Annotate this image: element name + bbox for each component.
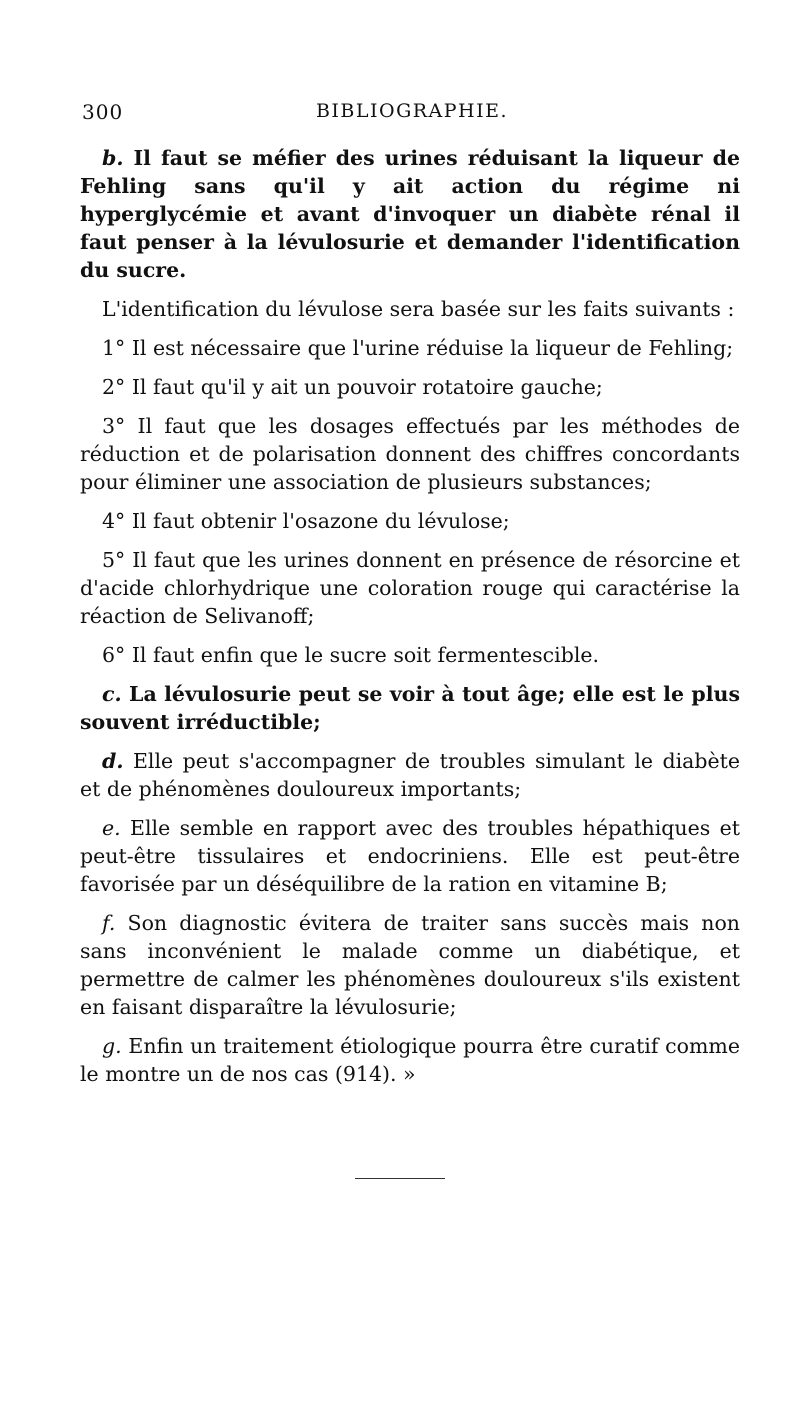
item-marker: d. xyxy=(102,749,124,773)
criterion-6 xyxy=(80,641,740,669)
paragraph-e xyxy=(80,814,740,898)
paragraph-text: Il est nécessaire que l'urine réduise la liqueur de Fehling; xyxy=(131,336,734,360)
paragraph-text: Il faut que les dosages effectués par les méthodes de réduction et de polarisation donnent des chiffres concordants pour éliminer une association de plusieurs substances; xyxy=(80,414,740,494)
item-marker: e. xyxy=(102,816,121,840)
paragraph-text: La lévulosurie peut se voir à tout âge; elle est le plus souvent irréductible; xyxy=(80,682,740,734)
paragraph-identification-intro xyxy=(80,295,740,323)
running-head xyxy=(82,100,742,130)
item-marker: b. xyxy=(102,146,124,170)
criterion-4 xyxy=(80,507,740,535)
paragraph-g xyxy=(80,1032,740,1088)
paragraph-text: Il faut se méfier des urines réduisant la liqueur de Fehling sans qu'il y ait action du régime ni hyperglycémie et avant d'invoquer un diabète rénal il faut penser à la lévulosurie et demander l'identification du sucre. xyxy=(80,146,740,282)
item-marker: 6° xyxy=(102,643,126,667)
paragraph-d xyxy=(80,747,740,803)
paragraph-text: Son diagnostic évitera de traiter sans succès mais non sans inconvénient le malade comme un diabétique, et permettre de calmer les phénomènes douloureux s'ils existent en faisant disparaître la lévulosurie; xyxy=(80,911,740,1019)
criterion-5 xyxy=(80,546,740,630)
paragraph-b xyxy=(80,144,740,284)
paragraph-text: L'identification du lévulose sera basée sur les faits suivants : xyxy=(102,297,735,321)
paragraph-text: Elle peut s'accompagner de troubles simulant le diabète et de phénomènes douloureux importants; xyxy=(80,749,740,801)
paragraph-text: Il faut enfin que le sucre soit fermentescible. xyxy=(131,643,600,667)
criterion-1 xyxy=(80,334,740,362)
page-number: 300 xyxy=(82,100,124,124)
item-marker: 2° xyxy=(102,375,126,399)
criterion-2 xyxy=(80,373,740,401)
criterion-3 xyxy=(80,412,740,496)
paragraph-text: Il faut que les urines donnent en présence de résorcine et d'acide chlorhydrique une coloration rouge qui caractérise la réaction de Selivanoff; xyxy=(80,548,740,628)
body-text xyxy=(80,144,740,1099)
paragraph-c xyxy=(80,680,740,736)
paragraph-f xyxy=(80,909,740,1021)
item-marker: 1° xyxy=(102,336,126,360)
paragraph-text: Enfin un traitement étiologique pourra être curatif comme le montre un de nos cas (914). » xyxy=(80,1034,740,1086)
item-marker: 5° xyxy=(102,548,126,572)
paragraph-text: Il faut obtenir l'osazone du lévulose; xyxy=(131,509,510,533)
item-marker: f. xyxy=(102,911,116,935)
item-marker: 3° xyxy=(102,414,126,438)
paragraph-text: Il faut qu'il y ait un pouvoir rotatoire gauche; xyxy=(131,375,603,399)
paragraph-text: Elle semble en rapport avec des troubles hépathiques et peut-être tissulaires et endocriniens. Elle est peut-être favorisée par un déséquilibre de la ration en vitamine B; xyxy=(80,816,740,896)
running-title: BIBLIOGRAPHIE. xyxy=(315,100,509,122)
item-marker: c. xyxy=(102,682,122,706)
item-marker: 4° xyxy=(102,509,126,533)
item-marker: g. xyxy=(102,1034,122,1058)
section-end-rule xyxy=(355,1178,445,1179)
